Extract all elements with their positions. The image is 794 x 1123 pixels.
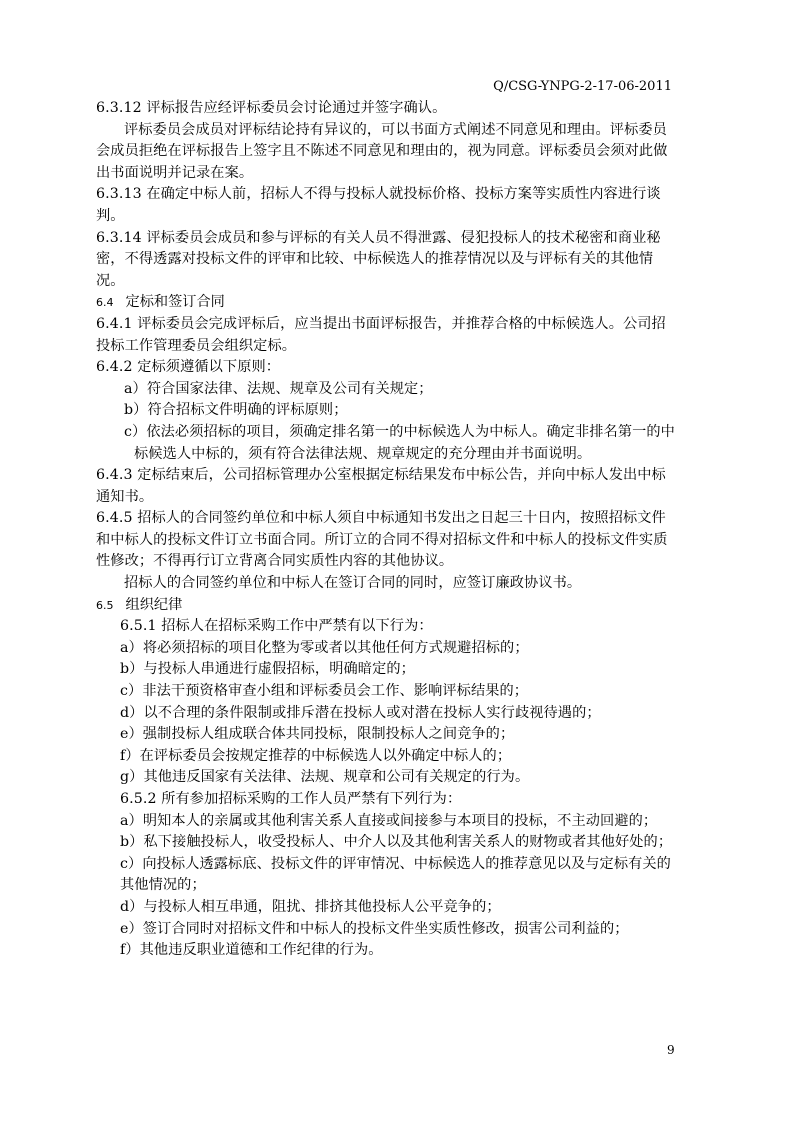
clause-6-5-2-a: a）明知本人的亲属或其他利害关系人直接或间接参与本项目的投标，不主动回避的； (120, 812, 658, 829)
document-body (96, 98, 676, 962)
clause-6-4-2: 6.4.2 定标须遵循以下原则： (96, 359, 281, 376)
clause-6-5-1: 6.5.1 招标人在招标采购工作中严禁有以下行为： (120, 618, 433, 635)
clause-6-4-3: 6.4.3 定标结束后，公司招标管理办公室根据定标结果发布中标公告，并向中标人发出中标通知书。 (96, 467, 666, 505)
clause-6-5-2-c: c）向投标人透露标底、投标文件的评审情况、中标候选人的推荐意见以及与定标有关的其他情况的； (120, 855, 671, 894)
clause-6-5-2-f: f）其他违反职业道德和工作纪律的行为。 (120, 942, 383, 959)
clause-6-5-2-d: d）与投标人相互串通，阻扰、排挤其他投标人公平竞争的； (120, 898, 501, 915)
section-6-4-title: 定标和签订合同 (125, 294, 225, 311)
clause-6-4-2-c: c）依法必须招标的项目，须确定排名第一的中标候选人为中标人。确定非排名第一的中标候选人中标的，须有符合法律法规、规章规定的充分理由并书面说明。 (124, 423, 675, 462)
section-6-5-number: 6.5 (96, 598, 114, 612)
clause-6-5-1-c: c）非法干预资格审查小组和评标委员会工作、影响评标结果的； (120, 683, 529, 700)
section-6-5-heading (96, 595, 676, 617)
clause-6-5-1-b: b）与投标人串通进行虚假招标，明确暗定的； (120, 661, 415, 678)
clause-6-5-2-e: e）签订合同时对招标文件和中标人的投标文件坐实质性修改，损害公司利益的； (120, 920, 629, 937)
clause-6-4-2-a: a）符合国家法律、法规、规章及公司有关规定； (124, 380, 433, 397)
page-number: 9 (667, 1043, 675, 1057)
clause-6-5-2-b: b）私下接触投标人，收受投标人、中介人以及其他利害关系人的财物或者其他好处的； (120, 834, 673, 851)
clause-6-3-13: 6.3.13 在确定中标人前，招标人不得与投标人就投标价格、投标方案等实质性内容进行谈判。 (96, 186, 661, 224)
clause-6-3-12: 6.3.12 评标报告应经评标委员会讨论通过并签字确认。 (96, 100, 447, 116)
clause-6-5-1-f: f）在评标委员会按规定推荐的中标候选人以外确定中标人的； (120, 747, 512, 764)
section-6-4-number: 6.4 (96, 296, 114, 310)
clause-6-5-2: 6.5.2 所有参加招标采购的工作人员严禁有下列行为： (120, 791, 462, 807)
clause-6-4-5-detail: 招标人的合同签约单位和中标人在签订合同的同时，应签订廉政协议书。 (124, 575, 582, 592)
clause-6-4-5: 6.4.5 招标人的合同签约单位和中标人须自中标通知书发出之日起三十日内，按照招标文件和中标人的投标文件订立书面合同。所订立的合同不得对招标文件和中标人的投标文件实质性修改；不得再行订立背离合同实质性内容的其他协议。 (96, 510, 668, 570)
clause-6-5-1-a: a）将必须招标的项目化整为零或者以其他任何方式规避招标的； (120, 639, 529, 656)
clause-6-3-14: 6.3.14 评标委员会成员和参与评标的有关人员不得泄露、侵犯投标人的技术秘密和商业秘密，不得透露对投标文件的评审和比较、中标候选人的推荐情况以及与评标有关的其他情况。 (96, 229, 661, 289)
clause-6-5-1-d: d）以不合理的条件限制或排斥潜在投标人或对潜在投标人实行歧视待遇的； (120, 704, 601, 721)
clause-6-4-2-b: b）符合招标文件明确的评标原则； (124, 402, 348, 419)
clause-6-5-1-g: g）其他违反国家有关法律、法规、规章和公司有关规定的行为。 (120, 769, 530, 786)
clause-6-4-1: 6.4.1 评标委员会完成评标后，应当提出书面评标报告，并推荐合格的中标候选人。公司招投标工作管理委员会组织定标。 (96, 315, 666, 354)
clause-6-5-1-e: e）强制投标人组成联合体共同投标，限制投标人之间竞争的； (120, 726, 515, 743)
clause-6-3-12-detail: 评标委员会成员对评标结论持有异议的，可以书面方式阐述不同意见和理由。评标委员会成员拒绝在评标报告上签字且不陈述不同意见和理由的，视为同意。评标委员会须对此做出书面说明并记录在案。 (96, 121, 668, 181)
document-code: Q/CSG-YNPG-2-17-06-2011 (493, 79, 672, 94)
section-6-5-title: 组织纪律 (125, 596, 183, 613)
section-6-4-heading (96, 292, 676, 314)
